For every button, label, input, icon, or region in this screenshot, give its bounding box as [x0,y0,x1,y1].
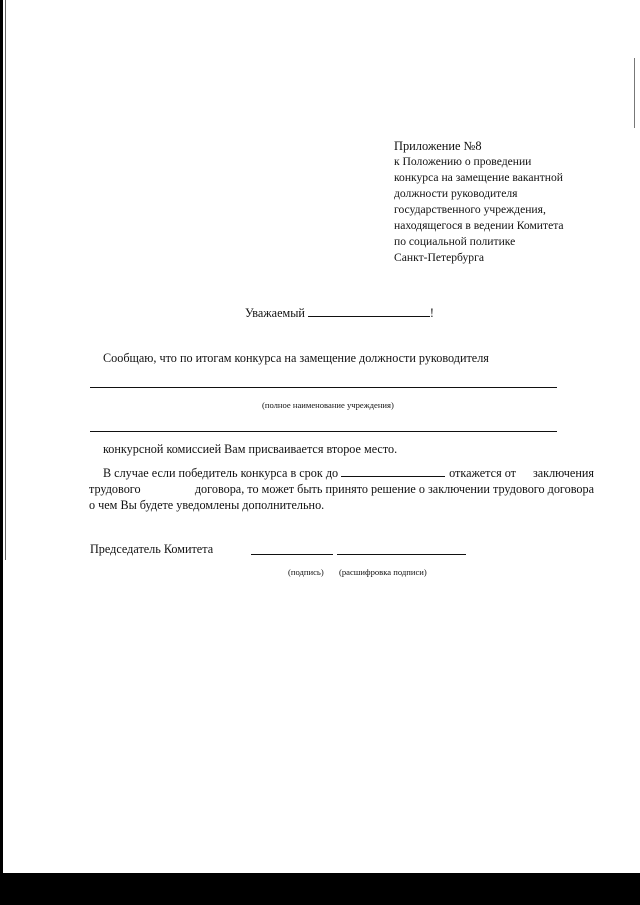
paragraph-text: заключения [532,466,594,480]
appendix-line: Санкт-Петербурга [394,251,484,264]
paragraph-line-1 [89,465,594,481]
second-place-text: конкурсной комиссией Вам присваивается второе место. [103,442,398,456]
paragraph-text: трудового [89,482,141,496]
greeting-suffix: ! [429,306,434,320]
scan-right-mark [634,58,635,128]
deadline-date-blank [341,466,445,477]
appendix-line: государственного учреждения, [394,203,546,216]
scan-bottom-band [0,873,640,905]
institution-name-line [90,387,557,388]
scan-left-edge [0,0,3,905]
paragraph-text: В случае если победитель конкурса в срок до [103,466,339,480]
appendix-line: к Положению о проведении [394,155,532,168]
signature-caption: (подпись) [288,567,324,577]
appendix-line: находящегося в ведении Комитета [394,219,564,232]
signature-line [251,554,333,555]
greeting-line [245,306,434,321]
paragraph-text: договора, то может быть принято решение о заключении трудового договора [194,482,594,496]
appendix-block [394,138,614,266]
institution-caption: (полное наименование учреждения) [262,400,394,410]
signature-decode-caption: (расшифровка подписи) [339,567,427,577]
report-text: Сообщаю, что по итогам конкурса на замещение должности руководителя [103,351,489,365]
notice-paragraph [89,465,594,513]
recipient-name-blank [308,306,430,317]
signature-decode-line [337,554,466,555]
scan-left-line [5,0,6,560]
appendix-title: Приложение №8 [394,139,482,153]
paragraph-text: откажется от [449,466,516,480]
appendix-line: по социальной политике [394,235,516,248]
institution-name-line-2 [90,431,557,432]
greeting-prefix: Уважаемый [245,306,305,320]
paragraph-line-3: о чем Вы будете уведомлены дополнительно. [89,498,325,512]
appendix-line: должности руководителя [394,187,518,200]
appendix-line: конкурса на замещение вакантной [394,171,563,184]
signer-title: Председатель Комитета [90,542,214,556]
paragraph-line-2 [89,481,594,497]
